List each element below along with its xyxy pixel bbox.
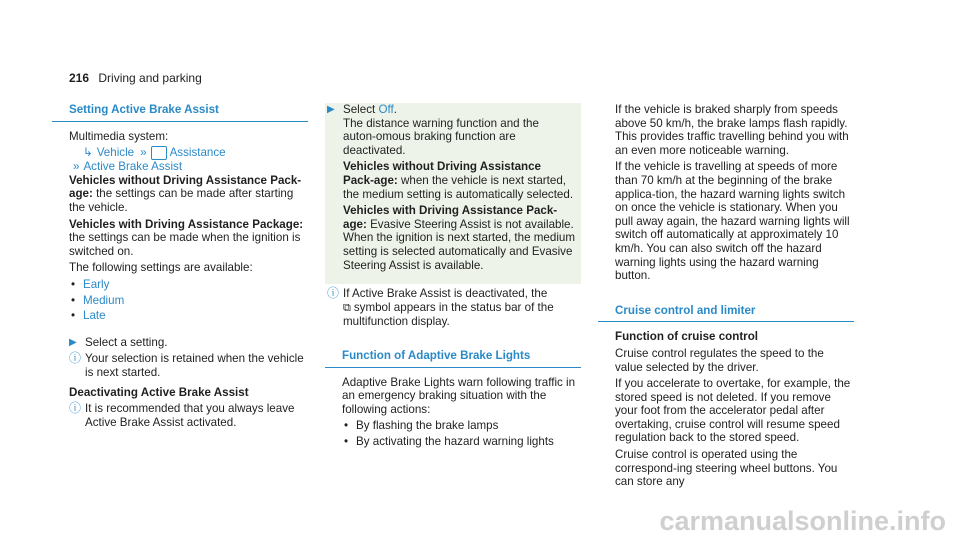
option-late[interactable]: • Late xyxy=(71,309,106,323)
column-1 xyxy=(52,103,308,431)
column-2 xyxy=(325,103,581,450)
abl-paragraph-1: If the vehicle is braked sharply from speeds above 50 km/h, the brake lamps flash rapidly. This provides traffic travelling behind you with an even more noticeable warning. xyxy=(615,103,849,157)
page-header xyxy=(69,72,202,86)
info-icon: ⓘ xyxy=(327,286,340,301)
note-deactivated-symbol: ⓘ If Active Brake Assist is deactivated, the ⧉ symbol appears in the status bar of the multifunction display. xyxy=(327,286,554,329)
option-early[interactable]: • Early xyxy=(71,277,110,291)
step-arrow-icon: ▶ xyxy=(69,336,77,348)
page-number: 216 xyxy=(69,71,90,85)
nav-path-vehicle[interactable] xyxy=(69,146,308,160)
info-icon: ⓘ xyxy=(69,351,82,366)
abs-off-symbol-icon: ⧉ xyxy=(343,301,351,314)
intro-text: Multimedia system: xyxy=(69,129,169,143)
section-heading-setting-abs: Setting Active Brake Assist xyxy=(52,103,308,122)
column-3 xyxy=(598,103,854,492)
bullet-hazard: • By activating the hazard warning lights xyxy=(344,434,554,448)
double-chevron-icon: » xyxy=(140,146,147,160)
step-select-off: ▶ Select Off. The distance warning function and the auton-omous braking function are deactivated. Vehicles without Driving Assistance Pack-age: when the vehicle is next started, the medium setting is automatically selected. Vehicles with Driving Assistance Pack-age: Evasive Steering Assist is not available. When the ignition is next started, the medium setting is selected automatically and Evasive Steering Assist is available. xyxy=(325,103,575,275)
with-package-label: Vehicles with Driving Assistance Package: xyxy=(69,217,304,231)
watermark: carmanualsonline.info xyxy=(659,506,946,536)
without-package-text: the settings can be made after starting the vehicle. xyxy=(69,187,294,214)
step-select-setting: ▶ Select a setting. xyxy=(69,335,168,349)
cruise-paragraph-3: Cruise control is operated using the correspond-ing steering wheel buttons. You can store any xyxy=(615,448,838,489)
settings-available-text: The following settings are available: xyxy=(69,261,253,275)
enter-arrow-icon: ↳ xyxy=(83,146,93,160)
step-arrow-icon: ▶ xyxy=(327,104,335,115)
section-heading-cruise-control: Cruise control and limiter xyxy=(598,304,854,323)
double-chevron-icon: » xyxy=(73,160,80,174)
section-heading-adaptive-brake-lights: Function of Adaptive Brake Lights xyxy=(325,349,581,368)
off-step-block xyxy=(325,103,581,284)
note-retained: ⓘ Your selection is retained when the vehicle is next started. xyxy=(69,351,304,379)
cruise-subheading: Function of cruise control xyxy=(615,330,758,344)
cruise-paragraph-1: Cruise control regulates the speed to the value selected by the driver. xyxy=(615,346,824,374)
with-package-text: the settings can be made when the ignition is switched on. xyxy=(69,231,301,258)
nav-assistance[interactable]: Assistance xyxy=(169,146,226,160)
car-icon xyxy=(151,146,167,160)
info-icon: ⓘ xyxy=(69,401,82,416)
nav-active-brake-assist[interactable]: Active Brake Assist xyxy=(83,160,183,174)
nav-vehicle[interactable]: Vehicle xyxy=(96,146,135,160)
note-recommended: ⓘ It is recommended that you always leave Active Brake Assist activated. xyxy=(69,401,295,429)
off-option[interactable]: Off xyxy=(378,103,394,116)
bullet-flashing: • By flashing the brake lamps xyxy=(344,419,499,433)
abl-intro: Adaptive Brake Lights warn following traffic in an emergency braking situation with the following actions: xyxy=(342,375,576,416)
chapter-title: Driving and parking xyxy=(98,71,202,85)
option-medium[interactable]: • Medium xyxy=(71,293,125,307)
deactivating-heading: Deactivating Active Brake Assist xyxy=(69,385,249,399)
cruise-paragraph-2: If you accelerate to overtake, for example, the stored speed is not deleted. If you remove your foot from the accelerator pedal after overtaking, cruise control will resume speed regulation back to the stored speed. xyxy=(615,377,851,445)
abl-paragraph-2: If the vehicle is travelling at speeds of more than 70 km/h at the beginning of the brake applica-tion, the hazard warning lights switch on once the vehicle is stationary. When you pull away again, the hazard warning lights will switch off automatically at approximately 10 km/h. You can also switch off the hazard warning lights using the hazard warning button. xyxy=(615,160,850,283)
nav-path-abs[interactable] xyxy=(69,160,308,174)
without-package-label: Vehicles without Driving Assistance Pack-age: xyxy=(69,173,302,201)
